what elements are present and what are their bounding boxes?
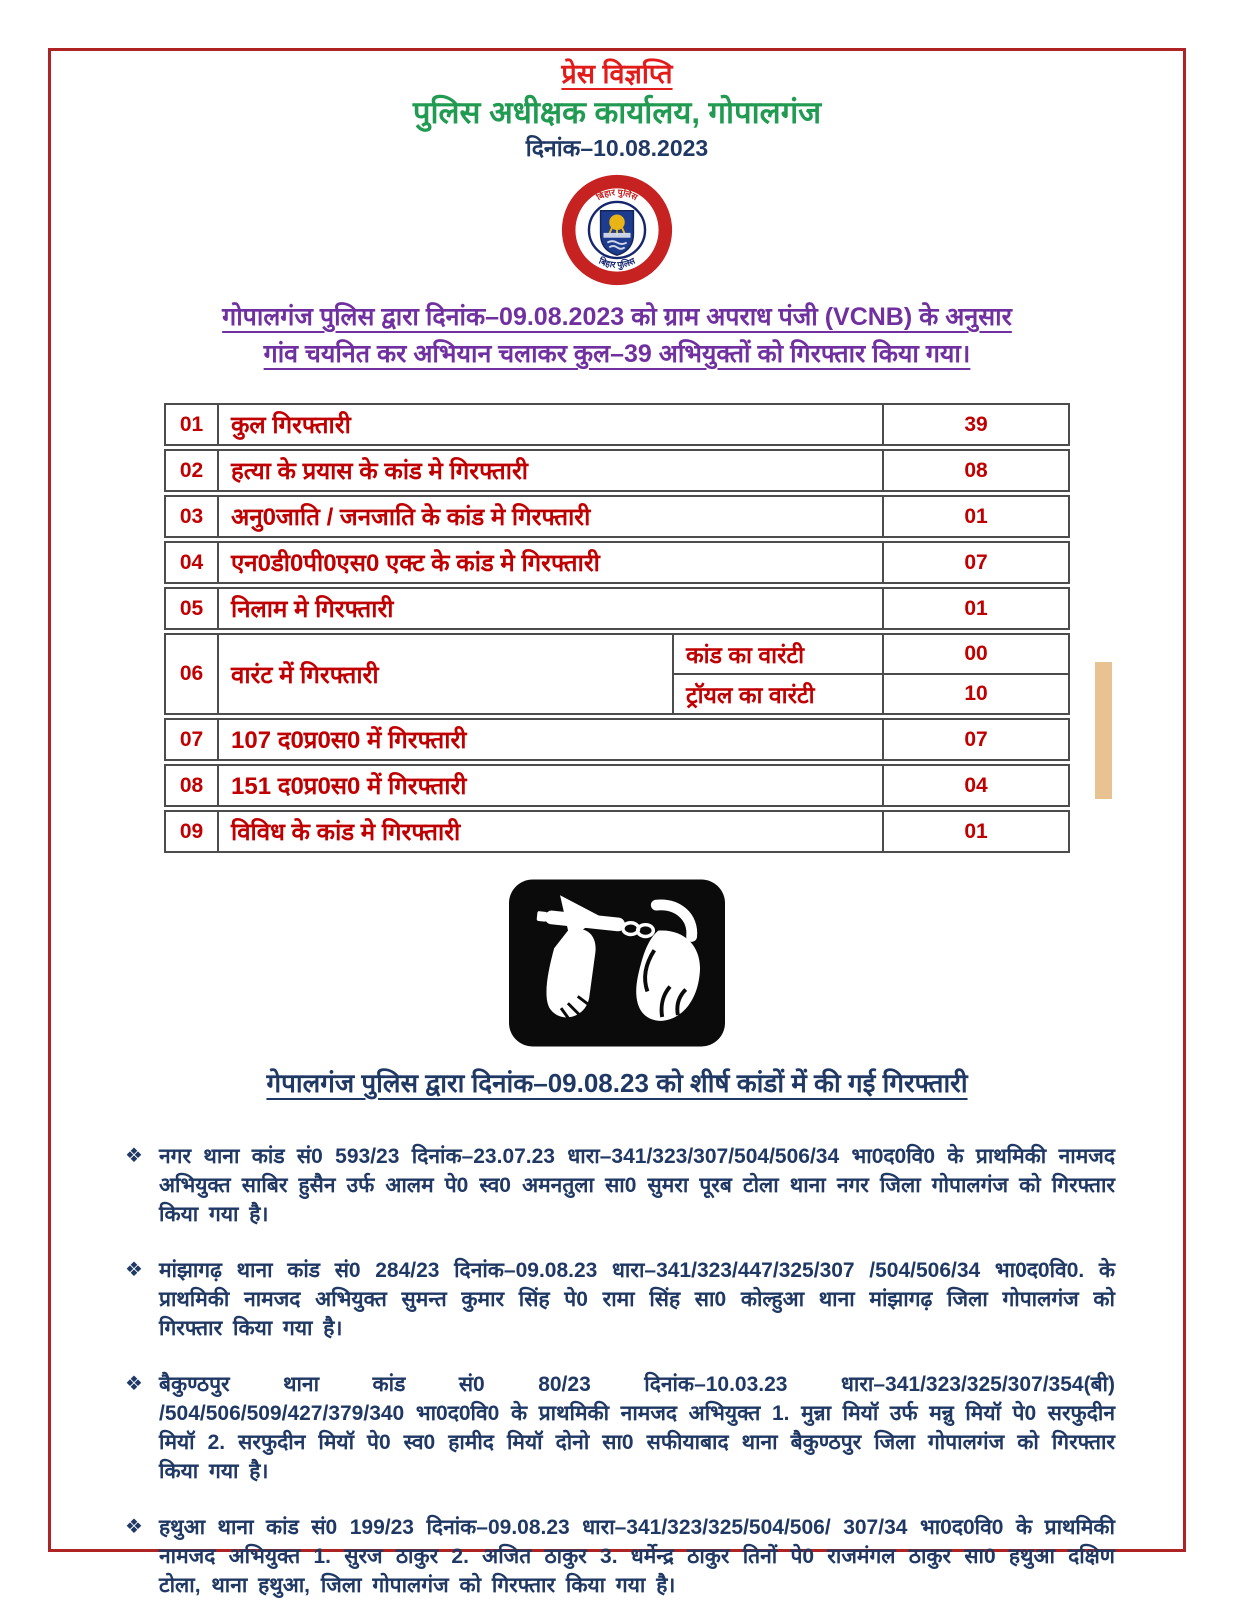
table-row bbox=[164, 764, 1070, 807]
table-row bbox=[164, 541, 1070, 584]
sub-row-value: 00 bbox=[882, 635, 1068, 673]
sub-row-label: ट्रॉयल का वारंटी bbox=[686, 682, 815, 708]
table-row bbox=[164, 403, 1070, 446]
row-label: 107 द0प्र0स0 में गिरफ्तारी bbox=[231, 727, 467, 754]
diamond-bullet-icon: ❖ bbox=[125, 1259, 143, 1281]
arrest-stats-table bbox=[164, 403, 1070, 853]
row-number: 09 bbox=[166, 812, 219, 851]
highlight-artifact-bar bbox=[1095, 662, 1112, 799]
row-label: हत्या के प्रयास के कांड मे गिरफ्तारी bbox=[231, 458, 528, 485]
sub-row-label: कांड का वारंटी bbox=[686, 642, 805, 668]
case-bullet-item bbox=[123, 1513, 1115, 1600]
case-bullet-item bbox=[123, 1142, 1115, 1229]
row-number: 01 bbox=[166, 405, 219, 444]
headline-line-2: गांव चयनित कर अभियान चलाकर कुल–39 अभियुक्तों को गिरफ्तार किया गया। bbox=[263, 340, 971, 368]
case-bullet-item bbox=[123, 1370, 1115, 1486]
row-label: वारंट में गिरफ्तारी bbox=[231, 661, 379, 689]
row-value: 07 bbox=[882, 543, 1068, 582]
sub-row bbox=[674, 673, 1068, 713]
section-heading-text: गेपालगंज पुलिस द्वारा दिनांक–09.08.23 को शीर्ष कांडों में की गई गिरफ्तारी bbox=[266, 1068, 968, 1098]
row-value: 04 bbox=[882, 766, 1068, 805]
sub-row-value: 10 bbox=[882, 675, 1068, 713]
row-value: 01 bbox=[882, 812, 1068, 851]
date-line: दिनांक–10.08.2023 bbox=[525, 135, 709, 161]
diamond-bullet-icon: ❖ bbox=[125, 1516, 143, 1538]
table-row-warrant bbox=[164, 633, 1070, 715]
main-headline bbox=[51, 299, 1183, 373]
diamond-bullet-icon: ❖ bbox=[125, 1373, 143, 1395]
row-value: 08 bbox=[882, 451, 1068, 490]
row-number: 07 bbox=[166, 720, 219, 759]
badge-top-text: बिहार पुलिस bbox=[594, 187, 640, 203]
row-number: 03 bbox=[166, 497, 219, 536]
sub-row bbox=[674, 635, 1068, 673]
case-bullet-list bbox=[123, 1142, 1115, 1600]
row-number: 04 bbox=[166, 543, 219, 582]
section-heading bbox=[51, 1064, 1183, 1102]
office-title: पुलिस अधीक्षक कार्यालय, गोपालगंज bbox=[412, 95, 822, 130]
press-title: प्रेस विज्ञप्ति bbox=[561, 59, 673, 89]
row-value: 01 bbox=[882, 497, 1068, 536]
row-label: निलाम मे गिरफ्तारी bbox=[231, 596, 394, 623]
case-bullet-text: नगर थाना कांड सं0 593/23 दिनांक–23.07.23 धारा–341/323/307/504/506/34 भा0द0वि0 के प्राथमिकी नामजद अभियुक्त साबिर हुसैन उर्फ आलम पे0 स्व0 अमनतुला सा0 सुमरा पूरब टोला थाना नगर जिला गोपालगंज को गिरफ्तार किया गया है। bbox=[159, 1145, 1115, 1226]
headline-line-1: गोपालगंज पुलिस द्वारा दिनांक–09.08.2023 को ग्राम अपराध पंजी (VCNB) के अनुसार bbox=[222, 303, 1012, 331]
table-row bbox=[164, 587, 1070, 630]
row-value: 07 bbox=[882, 720, 1068, 759]
row-number: 08 bbox=[166, 766, 219, 805]
row-label: 151 द0प्र0स0 में गिरफ्तारी bbox=[231, 773, 467, 800]
diamond-bullet-icon: ❖ bbox=[125, 1145, 143, 1167]
handcuffed-hands-icon bbox=[509, 879, 725, 1047]
case-bullet-text: मांझागढ़ थाना कांड सं0 284/23 दिनांक–09.08.23 धारा–341/323/447/325/307 /504/506/34 भा0द0वि0. के प्राथमिकी नामजद अभियुक्त सुमन्त कुमार सिंह पे0 रामा सिंह सा0 कोल्हुआ थाना मांझागढ़ जिला गोपालगंज को गिरफ्तार किया गया है। bbox=[159, 1259, 1115, 1340]
warrant-sub-table bbox=[672, 635, 1068, 713]
row-label: विविध के कांड मे गिरफ्तारी bbox=[231, 819, 461, 846]
table-row bbox=[164, 810, 1070, 853]
row-label: एन0डी0पी0एस0 एक्ट के कांड मे गिरफ्तारी bbox=[231, 550, 600, 577]
row-label: कुल गिरफ्तारी bbox=[231, 412, 351, 439]
row-label: अनु0जाति / जनजाति के कांड मे गिरफ्तारी bbox=[231, 504, 591, 531]
case-bullet-text: हथुआ थाना कांड सं0 199/23 दिनांक–09.08.23 धारा–341/323/325/504/506/ 307/34 भा0द0वि0 के प्राथमिकी नामजद अभियुक्त 1. सुरज ठाकुर 2. अजित ठाकुर 3. धर्मेन्द्र ठाकुर तिनों पे0 राजमंगल ठाकुर सा0 हथुआ दक्षिण टोला, थाना हथुआ, जिला गोपालगंज को गिरफ्तार किया गया है। bbox=[159, 1516, 1115, 1597]
row-value: 39 bbox=[882, 405, 1068, 444]
handcuffs-image-container bbox=[51, 879, 1183, 1052]
bihar-police-badge-icon bbox=[559, 172, 675, 288]
row-value: 01 bbox=[882, 589, 1068, 628]
logo-container bbox=[51, 172, 1183, 293]
case-bullet-item bbox=[123, 1256, 1115, 1343]
case-bullet-text: बैकुण्ठपुर थाना कांड सं0 80/23 दिनांक–10.03.23 धारा–341/323/325/307/354(बी) /504/506/509/427/379/340 भा0द0वि0 के प्राथमिकी नामजद अभियुक्त 1. मुन्ना मियॉ उर्फ मन्नु मियॉ पे0 सरफुदीन मियॉ 2. सरफुदीन मियॉ पे0 स्व0 हामीद मियॉ दोनो सा0 सफीयाबाद थाना बैकुण्ठपुर जिला गोपालगंज को गिरफ्तार किया गया है। bbox=[159, 1373, 1115, 1483]
row-number: 02 bbox=[166, 451, 219, 490]
table-row bbox=[164, 495, 1070, 538]
page-frame bbox=[48, 48, 1186, 1597]
row-number: 05 bbox=[166, 589, 219, 628]
row-number: 06 bbox=[166, 635, 219, 713]
table-row bbox=[164, 718, 1070, 761]
table-row bbox=[164, 449, 1070, 492]
badge-bottom-text: बिहार पुलिस bbox=[597, 255, 637, 270]
